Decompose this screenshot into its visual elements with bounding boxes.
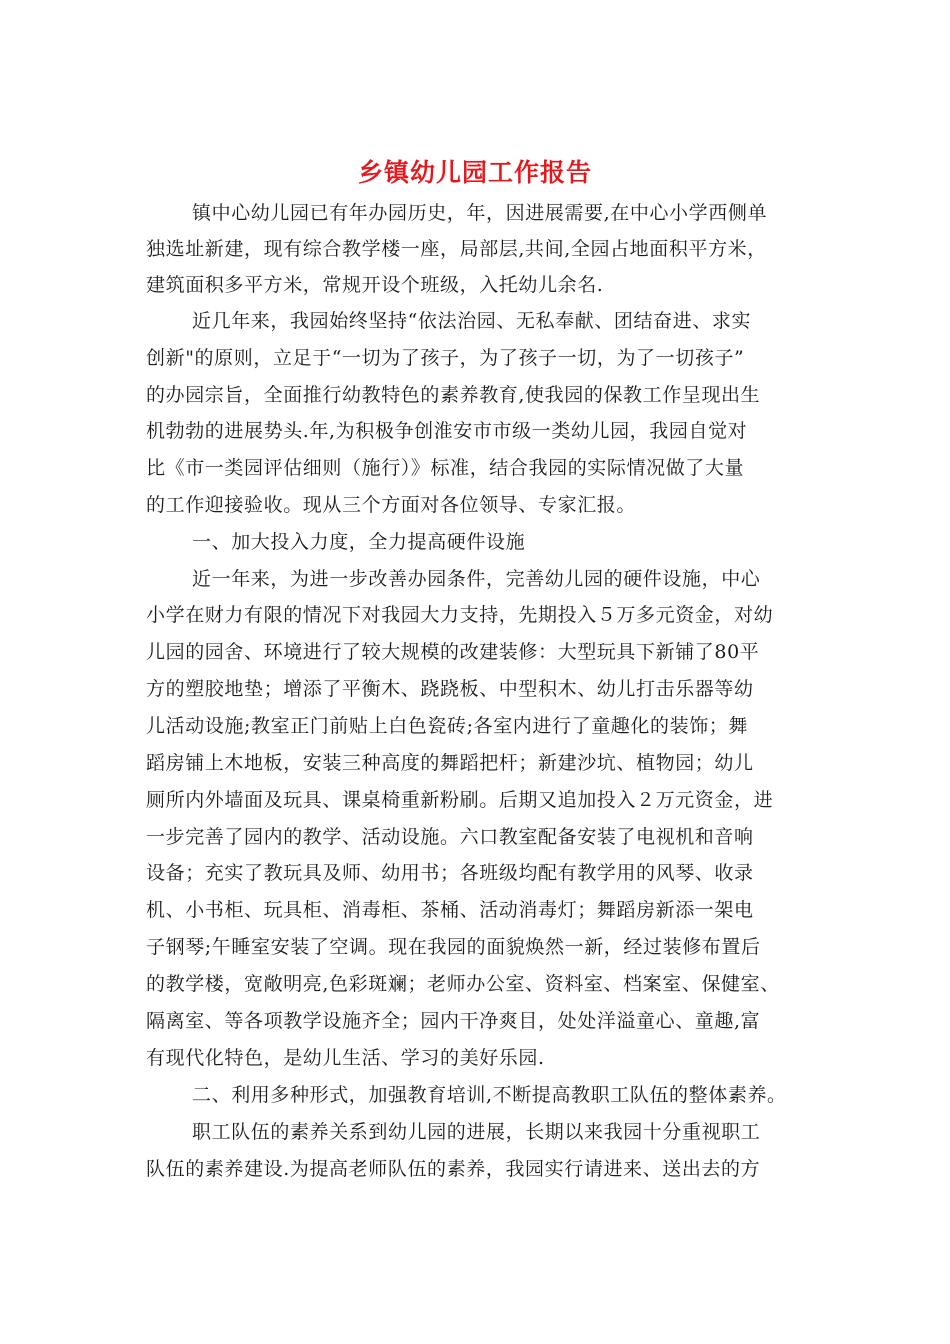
text-line: 的教学楼，宽敞明亮,色彩斑斓；老师办公室、资料室、档案室、保健室、	[146, 973, 780, 995]
text-line: 机、小书柜、玩具柜、消毒柜、茶桶、活动消毒灯；舞蹈房新添一架电	[146, 899, 754, 921]
text-line: 子钢琴;午睡室安装了空调。现在我园的面貌焕然一新，经过装修布置后	[146, 936, 761, 958]
text-line: 比《市一类园评估细则（施行）》标准，结合我园的实际情况做了大量	[146, 457, 745, 479]
text-line: 厕所内外墙面及玩具、课桌椅重新粉刷。后期又追加投入２万元资金，进	[146, 789, 774, 811]
text-line: 近一年来，为进一步改善办园条件，完善幼儿园的硬件设施，中心	[192, 568, 761, 590]
text-line: 有现代化特色，是幼儿生活、学习的美好乐园.	[146, 1047, 545, 1069]
text-line: 建筑面积多平方米，常规开设个班级，入托幼儿余名.	[146, 274, 604, 296]
text-line: 独选址新建，现有综合教学楼一座，局部层,共间,全园占地面积平方米，	[146, 238, 767, 260]
document-title: 乡镇幼儿园工作报告	[357, 158, 592, 187]
section-heading-1: 一、加大投入力度，全力提高硬件设施	[192, 531, 526, 553]
text-line: 小学在财力有限的情况下对我园大力支持，先期投入５万多元资金，对幼	[146, 604, 774, 626]
text-line: 儿活动设施;教室正门前贴上白色瓷砖;各室内进行了童趣化的装饰；舞	[146, 715, 749, 737]
section-heading-2: 二、利用多种形式，加强教育培训,不断提高教职工队伍的整体素养。	[192, 1084, 787, 1106]
text-line: 的工作迎接验收。现从三个方面对各位领导、专家汇报。	[146, 494, 637, 516]
text-line: 的办园宗旨，全面推行幼教特色的素养教育,使我园的保教工作呈现出生	[146, 384, 761, 406]
text-line: 近几年来，我园始终坚持“依法治园、无私奉献、团结奋进、求实	[192, 310, 752, 332]
text-line: 机勃勃的进展势头.年,为积极争创淮安市市级一类幼儿园，我园自觉对	[146, 420, 748, 442]
text-line: 儿园的园舍、环境进行了较大规模的改建装修：大型玩具下新铺了80平	[146, 641, 760, 663]
text-line: 蹈房铺上木地板，安装三种高度的舞蹈把杆；新建沙坑、植物园；幼儿	[146, 752, 754, 774]
text-line: 镇中心幼儿园已有年办园历史，年，因进展需要,在中心小学西侧单	[192, 202, 768, 224]
text-line: 方的塑胶地垫；增添了平衡木、跷跷板、中型积木、幼儿打击乐器等幼	[146, 678, 754, 700]
text-line: 隔离室、等各项教学设施齐全；园内干净爽目，处处洋溢童心、童趣,富	[146, 1010, 761, 1032]
text-line: 设备；充实了教玩具及师、幼用书；各班级均配有教学用的风琴、收录	[146, 862, 754, 884]
text-line: 一步完善了园内的教学、活动设施。六口教室配备安装了电视机和音响	[146, 826, 754, 848]
text-line: 创新"的原则，立足于“一切为了孩子，为了孩子一切，为了一切孩子”	[146, 347, 745, 369]
text-line: 职工队伍的素养关系到幼儿园的进展，长期以来我园十分重视职工	[192, 1121, 761, 1143]
text-line: 队伍的素养建设.为提高老师队伍的素养，我园实行请进来、送出去的方	[146, 1158, 761, 1180]
